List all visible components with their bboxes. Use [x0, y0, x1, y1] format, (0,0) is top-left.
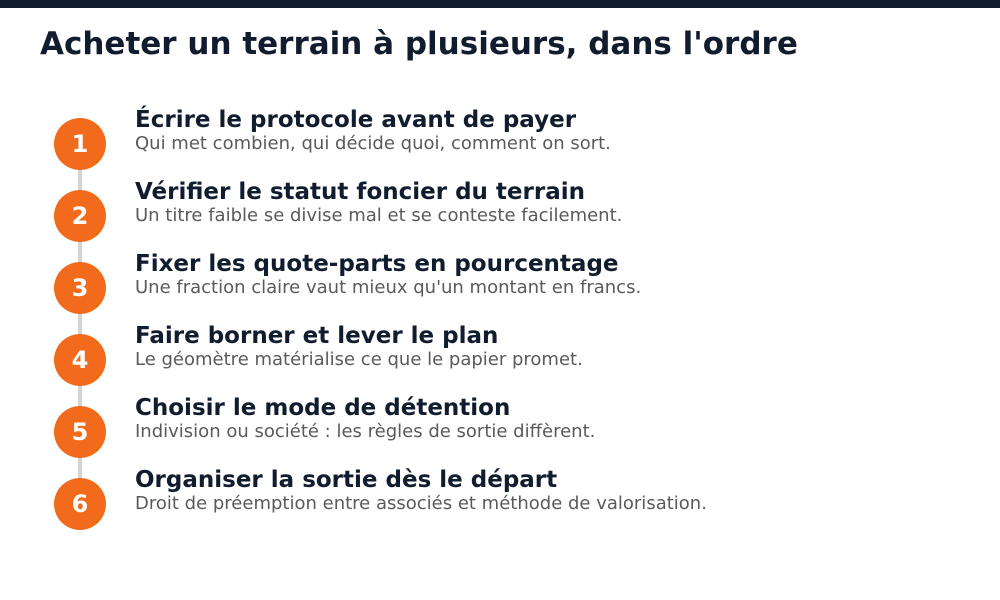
step-description: Qui met combien, qui décide quoi, comment on sort. — [135, 133, 611, 154]
step-number-badge: 5 — [54, 406, 106, 458]
step-number-badge: 4 — [54, 334, 106, 386]
top-accent-bar — [0, 0, 1000, 8]
step-number-badge: 2 — [54, 190, 106, 242]
step-description: Une fraction claire vaut mieux qu'un montant en francs. — [135, 277, 642, 298]
step-title: Vérifier le statut foncier du terrain — [135, 179, 585, 205]
step-description: Droit de préemption entre associés et méthode de valorisation. — [135, 493, 707, 514]
step-title: Choisir le mode de détention — [135, 395, 511, 421]
step-title: Faire borner et lever le plan — [135, 323, 499, 349]
step-title: Organiser la sortie dès le départ — [135, 467, 558, 493]
step-6 — [0, 467, 1000, 550]
step-title: Écrire le protocole avant de payer — [135, 107, 577, 133]
step-title: Fixer les quote-parts en pourcentage — [135, 251, 619, 277]
step-number-badge: 3 — [54, 262, 106, 314]
step-number-badge: 6 — [54, 478, 106, 530]
step-description: Le géomètre matérialise ce que le papier promet. — [135, 349, 583, 370]
step-number-badge: 1 — [54, 118, 106, 170]
page-title: Acheter un terrain à plusieurs, dans l'ordre — [40, 26, 798, 62]
step-description: Indivision ou société : les règles de sortie diffèrent. — [135, 421, 596, 442]
step-description: Un titre faible se divise mal et se conteste facilement. — [135, 205, 623, 226]
